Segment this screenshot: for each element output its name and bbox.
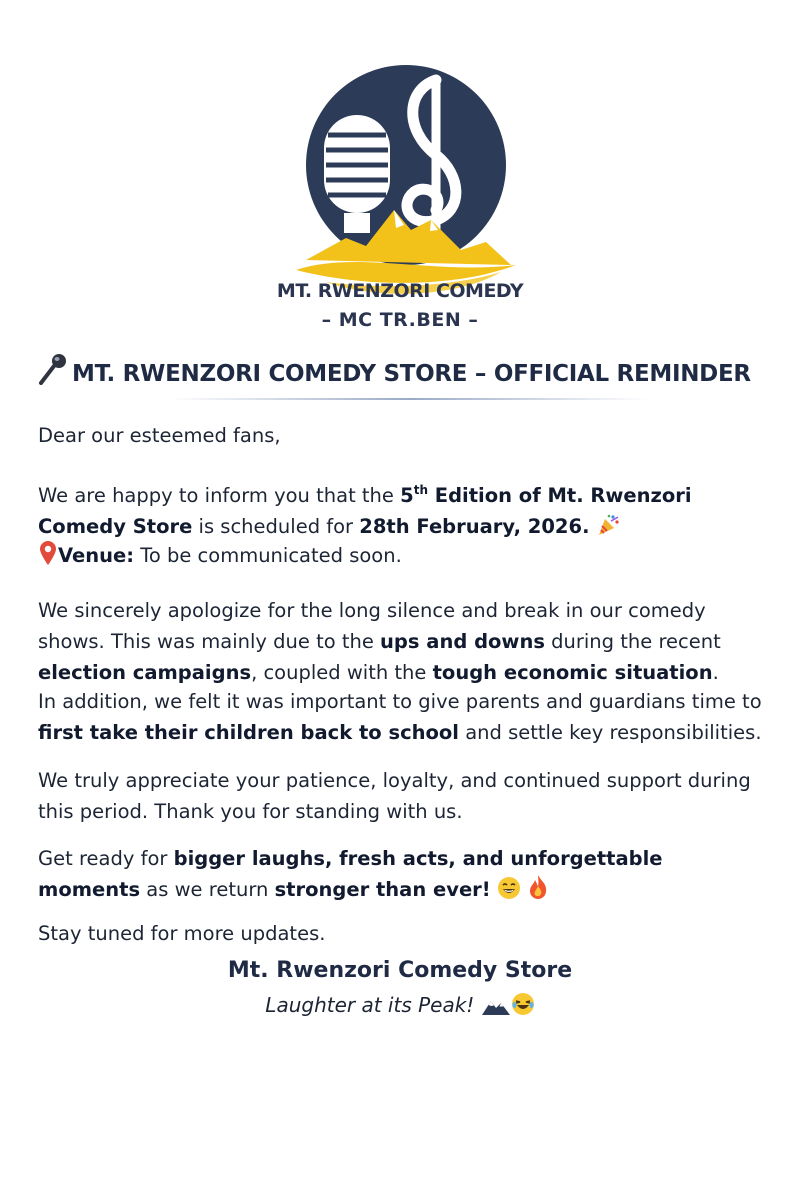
apology-bold-2: election campaigns — [38, 661, 252, 684]
ready-bold-2: stronger than ever! — [274, 878, 491, 901]
brand-name: MT. RWENZORI COMEDY — [276, 280, 524, 302]
greeting: Dear our esteemed fans, — [38, 424, 281, 447]
announcement — [38, 475, 768, 542]
ready-text-2: as we return — [140, 878, 275, 901]
announcement-mid: is scheduled for — [192, 515, 360, 538]
brand-subtitle: – MC TR.BEN – — [321, 309, 479, 331]
apology-paragraph — [38, 595, 768, 688]
location-pin-icon — [38, 540, 58, 566]
divider — [170, 398, 650, 400]
signature-tagline — [0, 992, 800, 1017]
venue — [38, 540, 768, 571]
logo-emblem-icon — [286, 60, 526, 300]
announcement-lead: We are happy to inform you that the — [38, 484, 401, 507]
apology-text-2: during the recent — [544, 630, 721, 653]
edition-suffix: th — [413, 483, 428, 497]
tagline-text: Laughter at its Peak! — [265, 993, 475, 1017]
ready-paragraph — [38, 843, 768, 905]
grinning-face-icon — [497, 876, 521, 900]
edition-number: 5 — [400, 484, 414, 507]
ready-text-1: Get ready for — [38, 847, 174, 870]
venue-value: To be communicated soon. — [134, 544, 402, 567]
edition-name: Edition of Mt. Rwenzori Comedy Store — [38, 484, 692, 538]
thanks-paragraph: We truly appreciate your patience, loyalty, and continued support during this period. Thank you for standing with us. — [38, 769, 751, 823]
ready-bold-1: bigger laughs, fresh acts, and unforgettable moments — [38, 847, 663, 901]
party-popper-icon — [596, 513, 620, 537]
page-title — [38, 353, 768, 387]
apology-bold-3: tough economic situation — [432, 661, 713, 684]
fire-icon — [527, 874, 549, 900]
microphone-icon — [38, 353, 68, 385]
addition-text-2: and settle key responsibilities. — [459, 721, 762, 744]
apology-text-3: , coupled with the — [251, 661, 433, 684]
event-date: 28th February, 2026. — [359, 515, 590, 538]
apology-text-4: . — [712, 661, 719, 684]
addition-paragraph — [38, 686, 768, 748]
mountain-icon — [481, 996, 511, 1016]
laughing-face-icon — [511, 992, 535, 1016]
apology-text-1: We sincerely apologize for the long silence and break in our comedy shows. This was mainly due to the — [38, 599, 706, 653]
page-title-text: MT. RWENZORI COMEDY STORE – OFFICIAL REMINDER — [72, 361, 751, 387]
venue-label: Venue: — [58, 544, 135, 567]
apology-bold-1: ups and downs — [380, 630, 545, 653]
logo — [0, 40, 800, 340]
addition-text-1: In addition, we felt it was important to give parents and guardians time to — [38, 690, 762, 713]
addition-bold-1: first take their children back to school — [38, 721, 459, 744]
signature-name: Mt. Rwenzori Comedy Store — [227, 958, 573, 983]
stay-tuned: Stay tuned for more updates. — [38, 922, 326, 945]
